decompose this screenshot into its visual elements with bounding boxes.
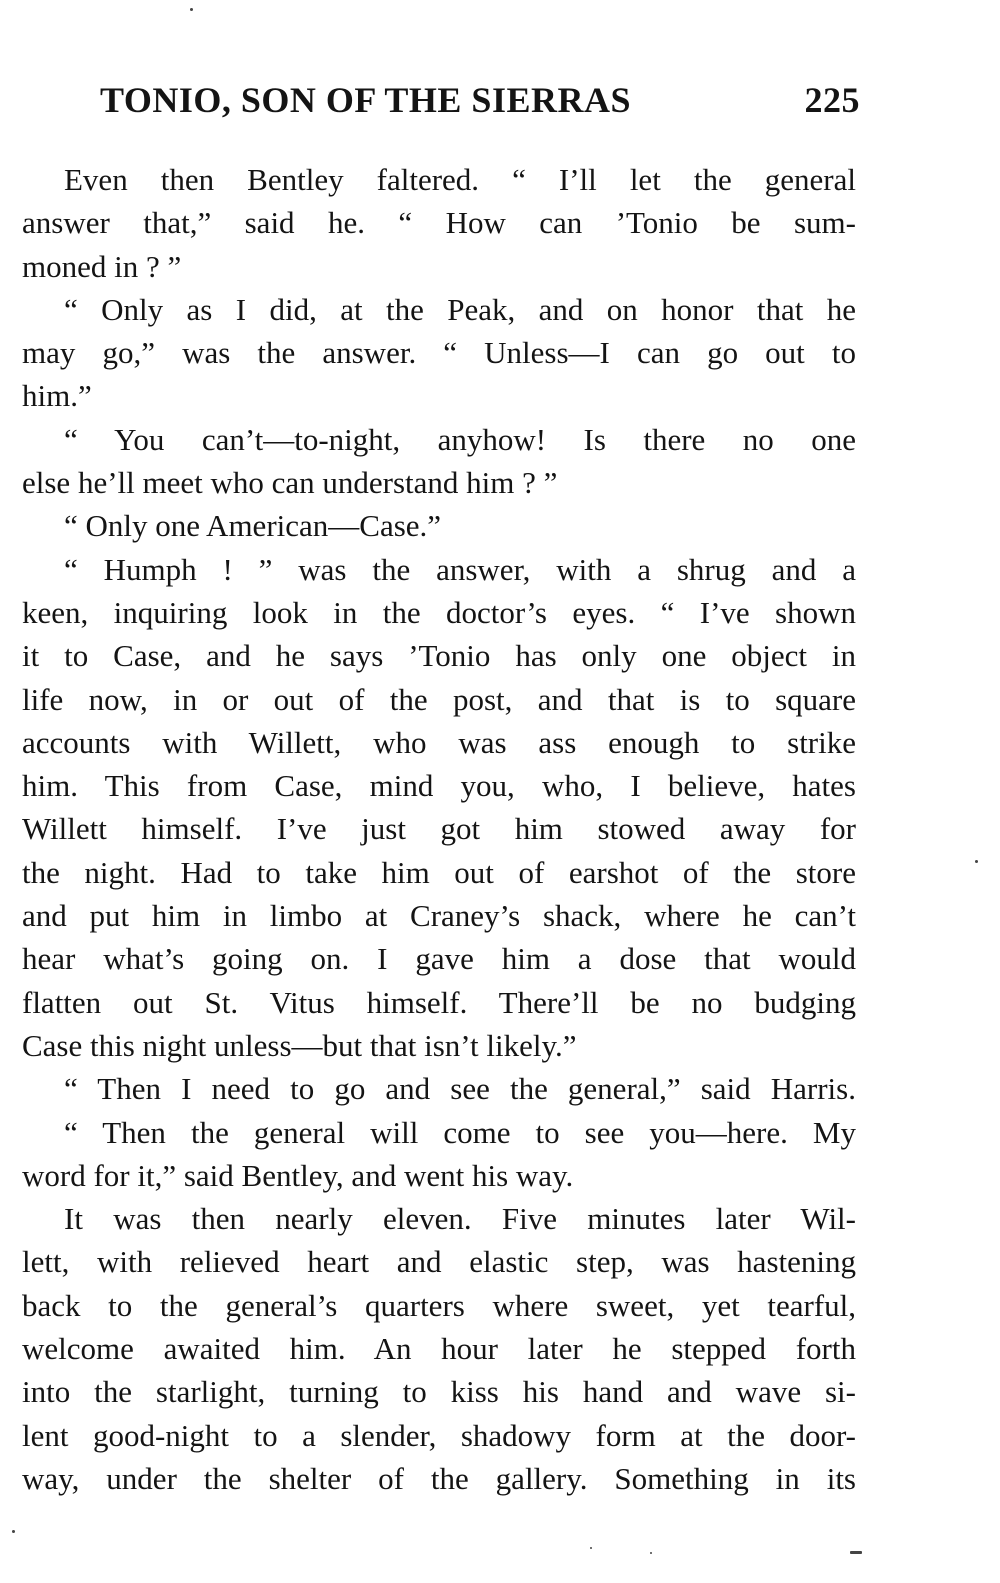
running-head-title: TONIO, SON OF THE SIERRAS	[100, 80, 631, 120]
page-number: 225	[804, 80, 860, 120]
text-line: life now, in or out of the post, and that is to square	[22, 681, 856, 717]
text-line: keen, inquiring look in the doctor’s eyes. “ I’ve shown	[22, 594, 856, 630]
text-line: moned in ? ”	[22, 248, 182, 284]
body-text	[22, 158, 856, 1500]
text-line: flatten out St. Vitus himself. There’ll be no budging	[22, 984, 856, 1020]
scan-speck	[12, 1530, 15, 1533]
scan-speck	[975, 860, 978, 863]
text-line: “ Humph ! ” was the answer, with a shrug and a	[64, 551, 856, 587]
scan-speck	[650, 1552, 652, 1554]
text-line: back to the general’s quarters where sweet, yet tearful,	[22, 1287, 856, 1323]
text-line: into the starlight, turning to kiss his hand and wave si-	[22, 1374, 856, 1410]
text-line: “ Only as I did, at the Peak, and on honor that he	[64, 291, 856, 327]
text-line: Willett himself. I’ve just got him stowed away for	[22, 811, 856, 847]
text-line: may go,” was the answer. “ Unless—I can go out to	[22, 335, 856, 371]
scan-speck	[590, 1547, 592, 1549]
text-line: lett, with relieved heart and elastic step, was hastening	[22, 1244, 856, 1280]
text-line: and put him in limbo at Craney’s shack, where he can’t	[22, 898, 856, 934]
text-line: welcome awaited him. An hour later he stepped forth	[22, 1331, 856, 1367]
text-line: him.”	[22, 378, 92, 414]
text-line: way, under the shelter of the gallery. Something in its	[22, 1460, 856, 1496]
text-line: it to Case, and he says ’Tonio has only one object in	[22, 638, 856, 674]
text-line: him. This from Case, mind you, who, I believe, hates	[22, 768, 856, 804]
text-line: hear what’s going on. I gave him a dose that would	[22, 941, 856, 977]
text-line: lent good-night to a slender, shadowy form at the door-	[22, 1417, 856, 1453]
text-line: else he’ll meet who can understand him ? ”	[22, 465, 558, 501]
running-head	[100, 78, 860, 122]
text-line: “ You can’t—to-night, anyhow! Is there no one	[64, 421, 856, 457]
text-line: Case this night unless—but that isn’t likely.”	[22, 1027, 577, 1063]
text-line: the night. Had to take him out of earshot of the store	[22, 854, 856, 890]
text-line: “ Then the general will come to see you—here. My	[64, 1114, 856, 1150]
text-line: “ Then I need to go and see the general,” said Harris.	[64, 1071, 856, 1107]
text-line: answer that,” said he. “ How can ’Tonio be sum-	[22, 205, 856, 241]
text-line: “ Only one American—Case.”	[64, 508, 442, 544]
text-line: accounts with Willett, who was ass enough to strike	[22, 724, 856, 760]
text-line: Even then Bentley faltered. “ I’ll let the general	[64, 162, 856, 197]
scan-speck	[850, 1551, 862, 1554]
scan-speck	[190, 8, 193, 11]
text-line: word for it,” said Bentley, and went his way.	[22, 1157, 574, 1193]
text-line: It was then nearly eleven. Five minutes later Wil-	[64, 1201, 856, 1237]
